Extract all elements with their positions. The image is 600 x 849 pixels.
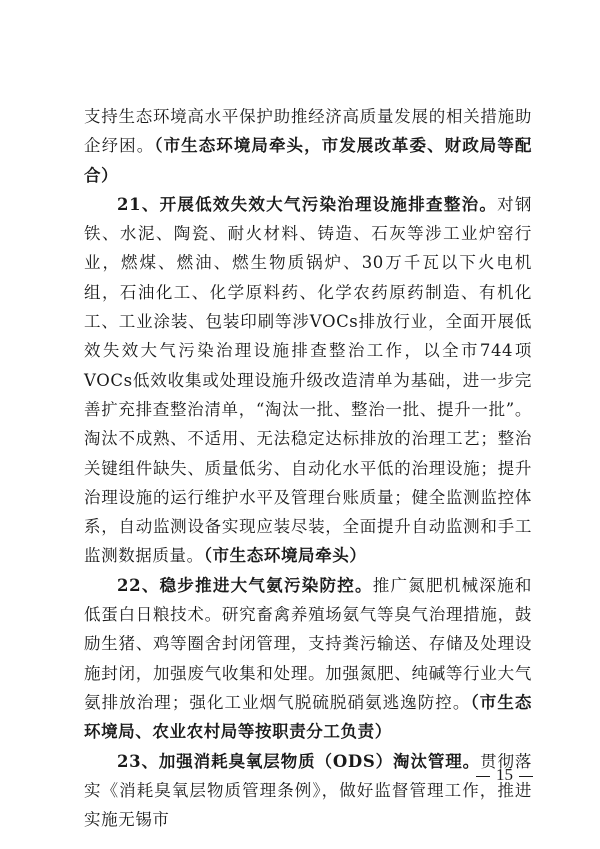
intro-text: 支持生态环境高水平保护助推经济高质量发展的相关措施助企纾困。 [84,107,532,156]
paragraph-item-21 [84,190,532,571]
item-21-body: 对钢铁、水泥、陶瓷、耐火材料、铸造、石灰等涉工业炉窑行业，燃煤、燃油、燃生物质锅炉、30万千瓦以下火电机组，石油化工、化学原料药、化学农药原药制造、有机化工、工业涂装、包装印刷等涉VOCs排放行业，全面开展低效失效大气污染治理设施排查整治工作，以全市744项VOCs低效收集或处理设施升级改造清单为基础，进一步完善扩充排查整治清单，“淘汰一批、整治一批、提升一批”。淘汰不成熟、不适用、无法稳定达标排放的治理工艺；整治关键组件缺失、质量低劣、自动化水平低的治理设施；提升治理设施的运行维护水平及管理台账质量；健全监测监控体系，自动监测设备实现应装尽装，全面提升自动监测和手工监测数据质量。 [84,194,532,566]
item-23-body: 贯彻落实《消耗臭氧层物质管理条例》，做好监督管理工作，推进实施无锡市 [84,751,532,830]
paragraph-intro [84,102,532,190]
intro-responsibility-note: （市生态环境局牵头，市发展改革委、财政局等配合） [84,136,532,185]
item-22-responsibility-note: （市生态环境局、农业农村局等按职责分工负责） [84,692,533,742]
page-number: 15 [496,765,513,784]
dash-right [519,776,533,777]
paragraph-item-23 [84,747,532,835]
paragraph-item-22 [84,571,532,747]
item-21-heading: 21、开展低效失效大气污染治理设施排查整治。 [117,194,498,214]
item-21-responsibility-note: （市生态环境局牵头） [203,546,367,566]
item-22-body: 推广氮肥机械深施和低蛋白日粮技术。研究畜禽养殖场氨气等臭气治理措施，鼓励生猪、鸡等圈舍封闭管理，支持粪污输送、存储及处理设施封闭，加强废气收集和处理。加强氮肥、纯碱等行业大气氨排放治理；强化工业烟气脱硫脱硝氨逃逸防控。 [84,575,532,712]
dash-left [476,776,490,777]
item-22-heading: 22、稳步推进大气氨污染防控。 [117,575,373,595]
page-number-footer [470,765,539,785]
item-23-heading: 23、加强消耗臭氧层物质（ODS）淘汰管理。 [117,751,481,771]
document-body [84,102,532,834]
